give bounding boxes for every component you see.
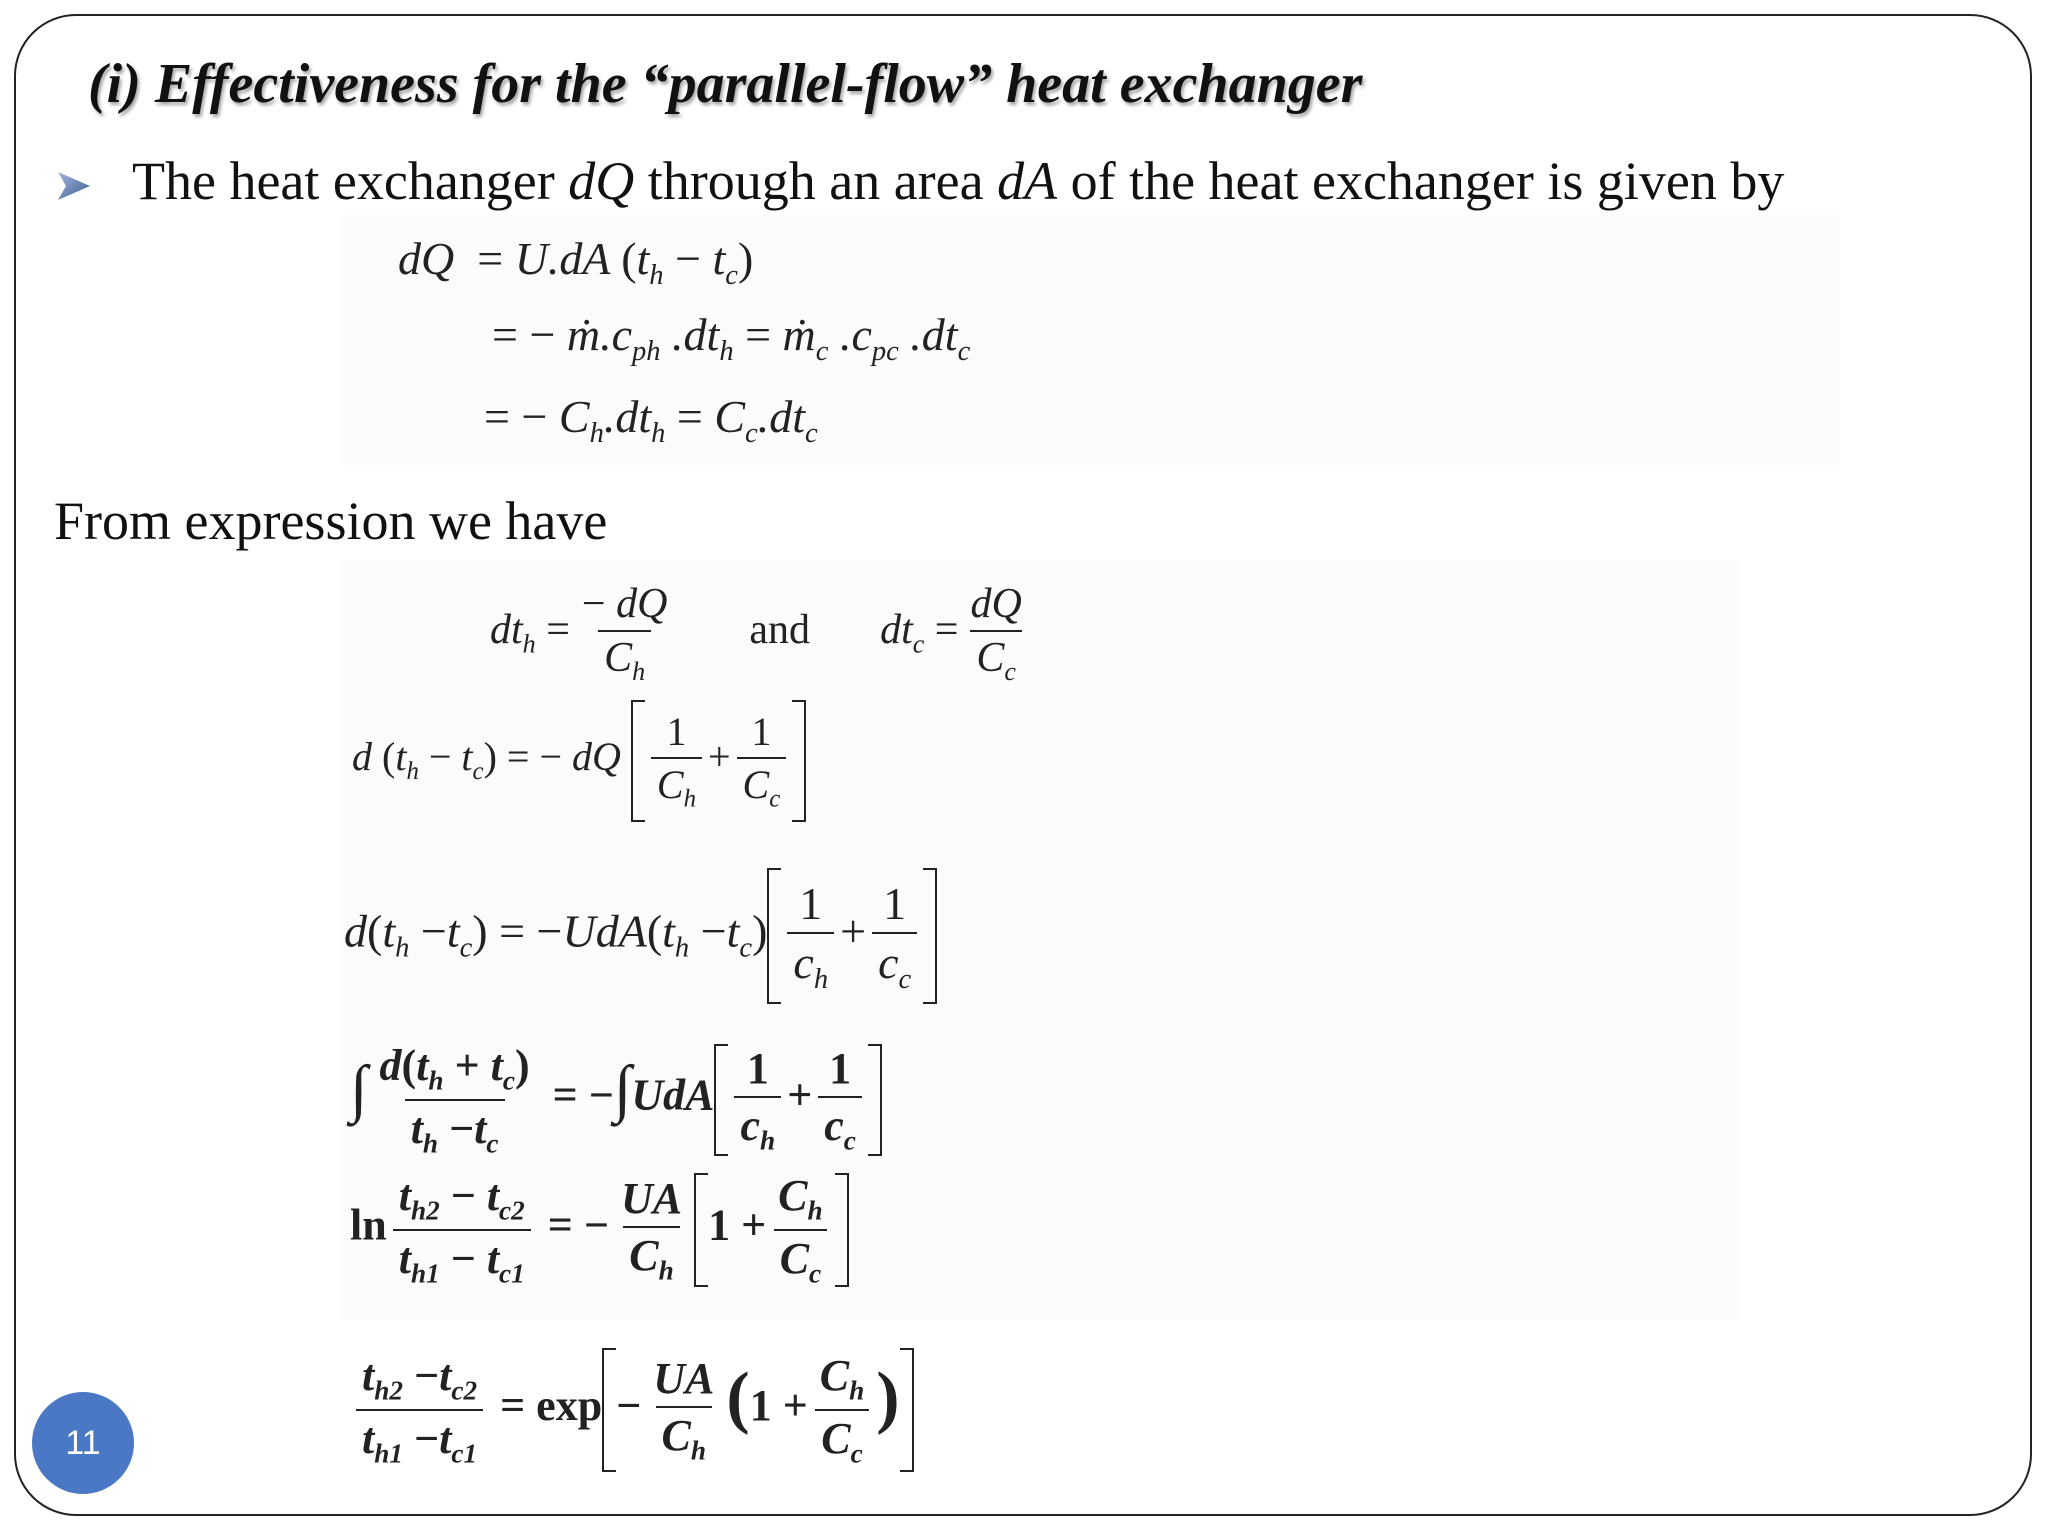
variable-da: dA <box>997 151 1058 211</box>
page-number: 11 <box>65 1423 101 1462</box>
equation-temperature-difference: d $(t_h - t_c)$ = − dQ $\frac{1}{C_h}$ + $\frac{1}{C_c}$ <box>352 700 806 822</box>
bullet-text-mid: through an area <box>634 151 998 211</box>
and-word: and <box>749 607 811 654</box>
from-expression-text: From expression we have <box>54 491 608 551</box>
equation-capacity-rate: = − $C_h.dt_h = C_c.dt_c$ <box>484 391 818 449</box>
equation-udA-form: $d(t_h -t_c) = -UdA(t_h -t_c)$ $\frac{1}{c_h}$ + $\frac{1}{c_c}$ <box>344 868 937 1004</box>
equation-logarithm: ln $\frac{t_{h2} - t_{c2}}{t_{h1} - t_{c1}}$ = − $\frac{UA}{C_h}$ 1 + $\frac{C_h}{C_c}$ <box>350 1170 849 1289</box>
equation-dth-dtc: $dt_h$ = $\frac{- dQ}{C_h}$ and $dt_c$ = $\frac{dQ}{C_c}$ <box>490 581 1022 687</box>
equation-mass-flow: = − $ṁ.c_{ph}$ $.dt_h$ = ṁ$_c$ $.c_{pc}$ $.dt_c$ <box>492 309 971 367</box>
bullet-arrow-icon <box>56 168 92 204</box>
equation-dq-definition: dQ = U.dA $(t_h - t_c)$ <box>398 233 754 291</box>
slide-title: (i) Effectiveness for the “parallel-flow” heat exchanger <box>88 53 1363 115</box>
page-number-badge <box>32 1392 134 1494</box>
bullet-text <box>132 150 1784 212</box>
equation-exponential: $\frac{t_{h2} -t_{c2}}{t_{h1} -t_{c1}}$ = exp − $\frac{UA}{C_h}$ (1 + $\frac{C_h}{C_c}$ ) <box>350 1348 914 1472</box>
bullet-text-post: of the heat exchanger is given by <box>1057 151 1785 211</box>
variable-dq: dQ <box>568 151 635 211</box>
equation-integral: ∫ $\frac{d(t_h + t_c)}{t_h -t_c}$ = −∫UdA $\frac{1}{c_h}$ + $\frac{1}{c_c}$ <box>350 1040 882 1159</box>
bullet-text-pre: The heat exchanger <box>132 151 569 211</box>
